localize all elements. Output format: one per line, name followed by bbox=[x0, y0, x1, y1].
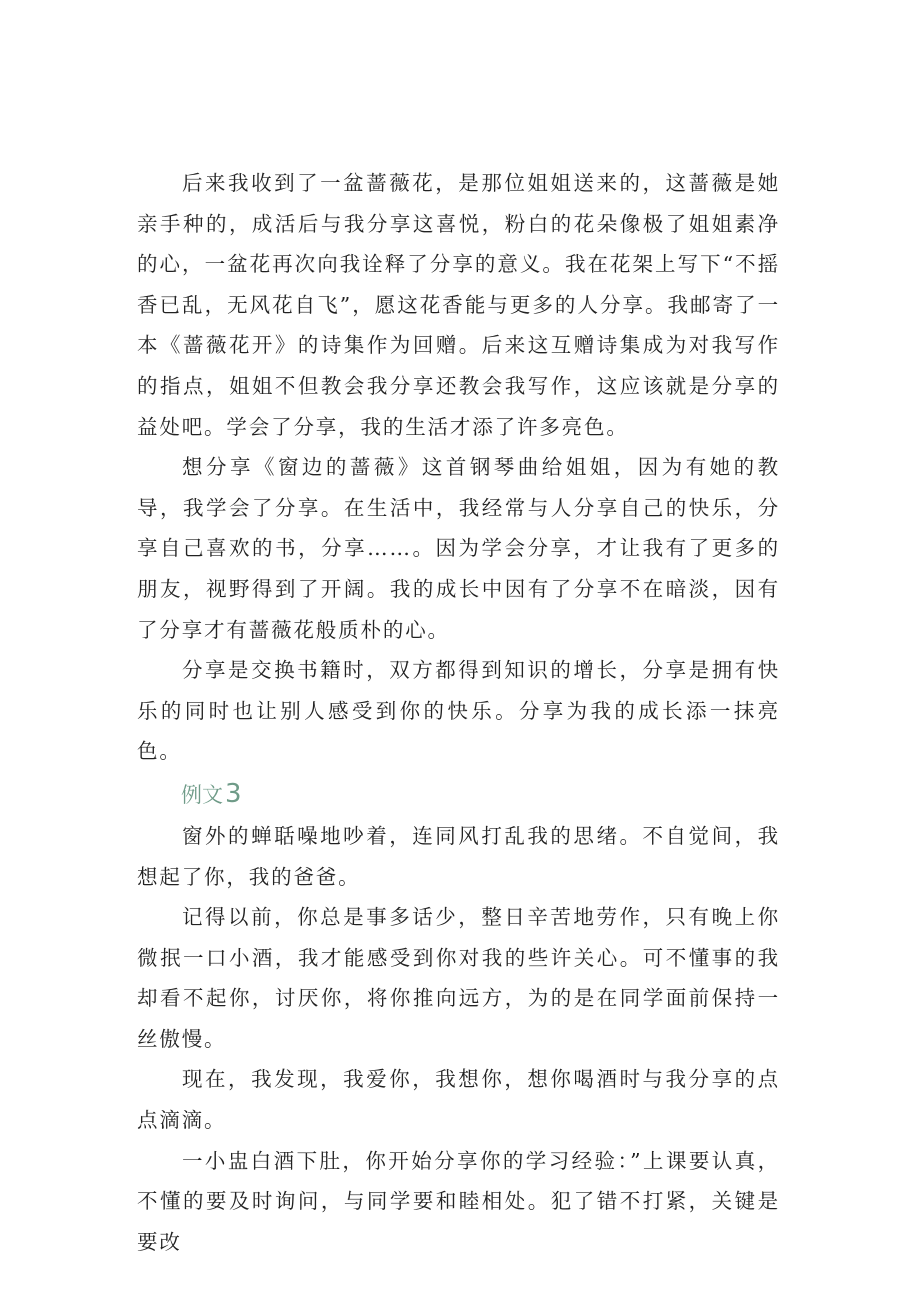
paragraph-memories: 记得以前，你总是事多话少，整日辛苦地劳作，只有晚上你微抿一口小酒，我才能感受到你对我的些许关心。可不懂事的我却看不起你，讨厌你，将你推向远方，为的是在同学面前保持一丝傲慢。 bbox=[137, 905, 780, 1051]
document-page bbox=[137, 163, 780, 1262]
section-heading-example-3 bbox=[137, 772, 780, 816]
paragraph-piano-piece: 想分享《窗边的蔷薇》这首钢琴曲给姐姐，因为有她的教导，我学会了分享。在生活中，我经常与人分享自己的快乐，分享自己喜欢的书，分享……。因为学会分享，才让我有了更多的朋友，视野得到了开阔。我的成长中因有了分享不在暗淡，因有了分享才有蔷薇花般质朴的心。 bbox=[137, 455, 780, 642]
paragraph-sharing-summary: 分享是交换书籍时，双方都得到知识的增长，分享是拥有快乐的同时也让别人感受到你的快乐。分享为我的成长添一抹亮色。 bbox=[137, 658, 780, 764]
section-heading-number: 3 bbox=[225, 778, 242, 809]
section-heading-label: 例文 bbox=[181, 782, 223, 807]
paragraph-rose-gift: 后来我收到了一盆蔷薇花，是那位姐姐送来的，这蔷薇是她亲手种的，成活后与我分享这喜悦，粉白的花朵像极了姐姐素净的心，一盆花再次向我诠释了分享的意义。我在花架上写下“不摇香已乱，无风花自飞”，愿这花香能与更多的人分享。我邮寄了一本《蔷薇花开》的诗集作为回赠。后来这互赠诗集成为对我写作的指点，姐姐不但教会我分享还教会我写作，这应该就是分享的益处吧。学会了分享，我的生活才添了许多亮色。 bbox=[137, 171, 780, 439]
paragraph-missing-you: 现在，我发现，我爱你，我想你，想你喝酒时与我分享的点点滴滴。 bbox=[137, 1067, 780, 1133]
paragraph-study-advice: 一小盅白酒下肚，你开始分享你的学习经验：”上课要认真，不懂的要及时询问，与同学要和睦相处。犯了错不打紧，关键是要改 bbox=[137, 1148, 780, 1254]
paragraph-cicadas: 窗外的蝉聒噪地吵着，连同风打乱我的思绪。不自觉间，我想起了你，我的爸爸。 bbox=[137, 823, 780, 889]
